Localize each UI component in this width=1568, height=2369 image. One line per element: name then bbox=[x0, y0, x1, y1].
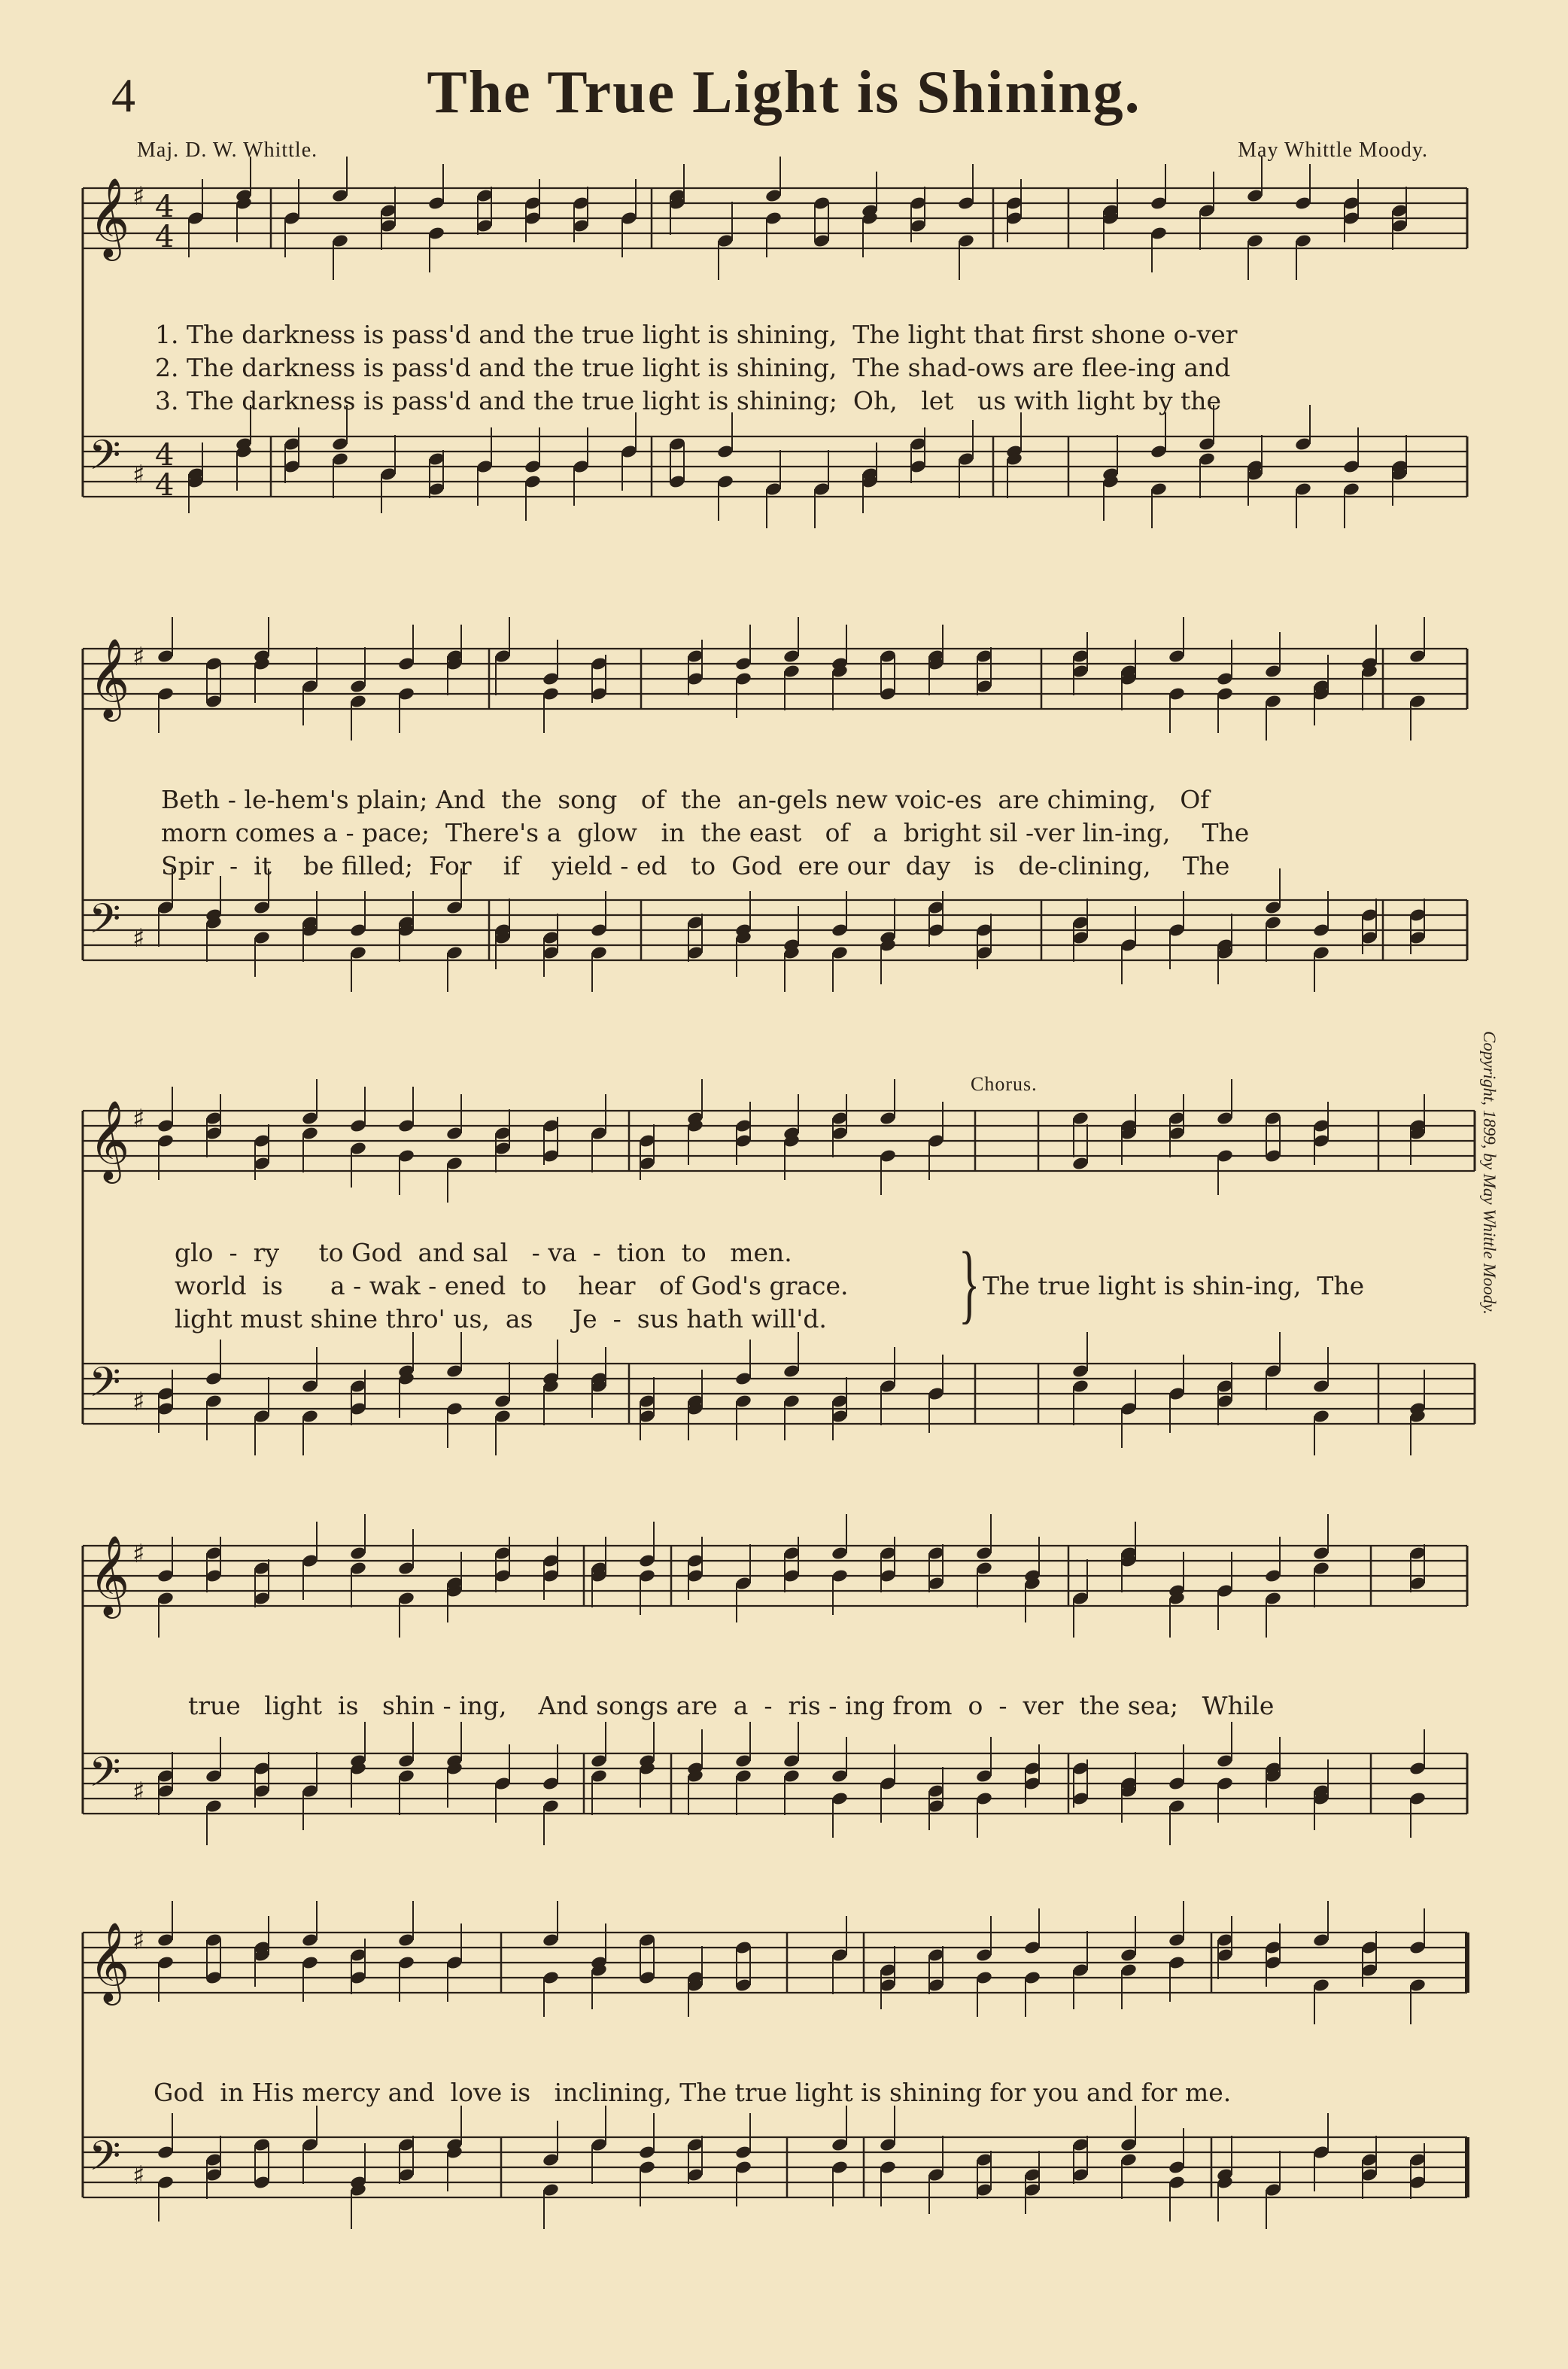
lyric-s2-verse1: Beth - le-hem's plain; And the song of the an-gels new voic-es are chiming, Of bbox=[161, 785, 1210, 814]
hymn-title: The True Light is Shining. bbox=[427, 59, 1141, 126]
svg-text:♯: ♯ bbox=[132, 642, 145, 672]
lyric-s4: true light is shin - ing, And songs are a - ris - ing from o - ver the sea; While bbox=[188, 1691, 1275, 1720]
lyric-s3-verse3: light must shine thro' us, as Je - sus hath will'd. bbox=[175, 1304, 827, 1334]
svg-text:♯: ♯ bbox=[132, 1777, 145, 1807]
lyric-s2-verse2: morn comes a - pace; There's a glow in the east of a bright sil -ver lin-ing, The bbox=[161, 818, 1250, 847]
lyric-s3-chorus: The true light is shin-ing, The bbox=[983, 1271, 1365, 1300]
verse-brace: } bbox=[959, 1233, 980, 1332]
lyric-s1-verse2: 2. The darkness is pass'd and the true light is shining, The shad-ows are flee-ing and bbox=[155, 353, 1231, 382]
svg-text:♯: ♯ bbox=[132, 923, 145, 953]
lyric-s1-verse1: 1. The darkness is pass'd and the true light is shining, The light that first shone o-ver bbox=[155, 320, 1238, 349]
svg-text:4: 4 bbox=[155, 468, 175, 503]
svg-text:♯: ♯ bbox=[132, 1387, 145, 1417]
page-number: 4 bbox=[111, 68, 135, 122]
svg-text:𝄞: 𝄞 bbox=[89, 1534, 130, 1615]
svg-text:♯: ♯ bbox=[132, 460, 145, 490]
svg-text:♯: ♯ bbox=[132, 1926, 145, 1956]
svg-text:𝄞: 𝄞 bbox=[89, 637, 130, 718]
lyric-s1-verse3: 3. The darkness is pass'd and the true light is shining; Oh, let us with light by the bbox=[155, 386, 1222, 415]
lyric-s3-verse2: world is a - wak - ened to hear of God's grace. bbox=[175, 1271, 849, 1300]
svg-text:𝄢: 𝄢 bbox=[89, 1748, 121, 1806]
svg-text:𝄞: 𝄞 bbox=[89, 1921, 130, 2002]
svg-text:4: 4 bbox=[155, 220, 175, 254]
lyric-s3-verse1: glo - ry to God and sal - va - tion to men. bbox=[175, 1238, 792, 1267]
copyright-notice: Copyright, 1899, by May Whittle Moody. bbox=[1480, 1031, 1499, 1315]
svg-text:𝄢: 𝄢 bbox=[89, 431, 121, 489]
chorus-label: Chorus. bbox=[971, 1073, 1038, 1095]
svg-text:𝄞: 𝄞 bbox=[89, 1099, 130, 1180]
music-author: May Whittle Moody. bbox=[1238, 138, 1428, 162]
lyric-s2-verse3: Spir - it be filled; For if yield - ed to God ere our day is de-clining, The bbox=[161, 851, 1230, 880]
svg-text:♯: ♯ bbox=[132, 2161, 145, 2191]
svg-text:4: 4 bbox=[155, 190, 175, 224]
svg-text:4: 4 bbox=[155, 438, 175, 473]
svg-text:𝄢: 𝄢 bbox=[89, 1358, 121, 1416]
svg-text:𝄢: 𝄢 bbox=[89, 895, 121, 953]
words-author: Maj. D. W. Whittle. bbox=[137, 138, 318, 162]
svg-text:♯: ♯ bbox=[132, 1539, 145, 1569]
svg-text:𝄢: 𝄢 bbox=[89, 2132, 121, 2190]
svg-text:𝄞: 𝄞 bbox=[89, 177, 130, 257]
lyric-s5: God in His mercy and love is inclining, The true light is shining for you and for me. bbox=[153, 2078, 1232, 2107]
svg-text:♯: ♯ bbox=[132, 181, 145, 211]
svg-text:♯: ♯ bbox=[132, 1104, 145, 1134]
